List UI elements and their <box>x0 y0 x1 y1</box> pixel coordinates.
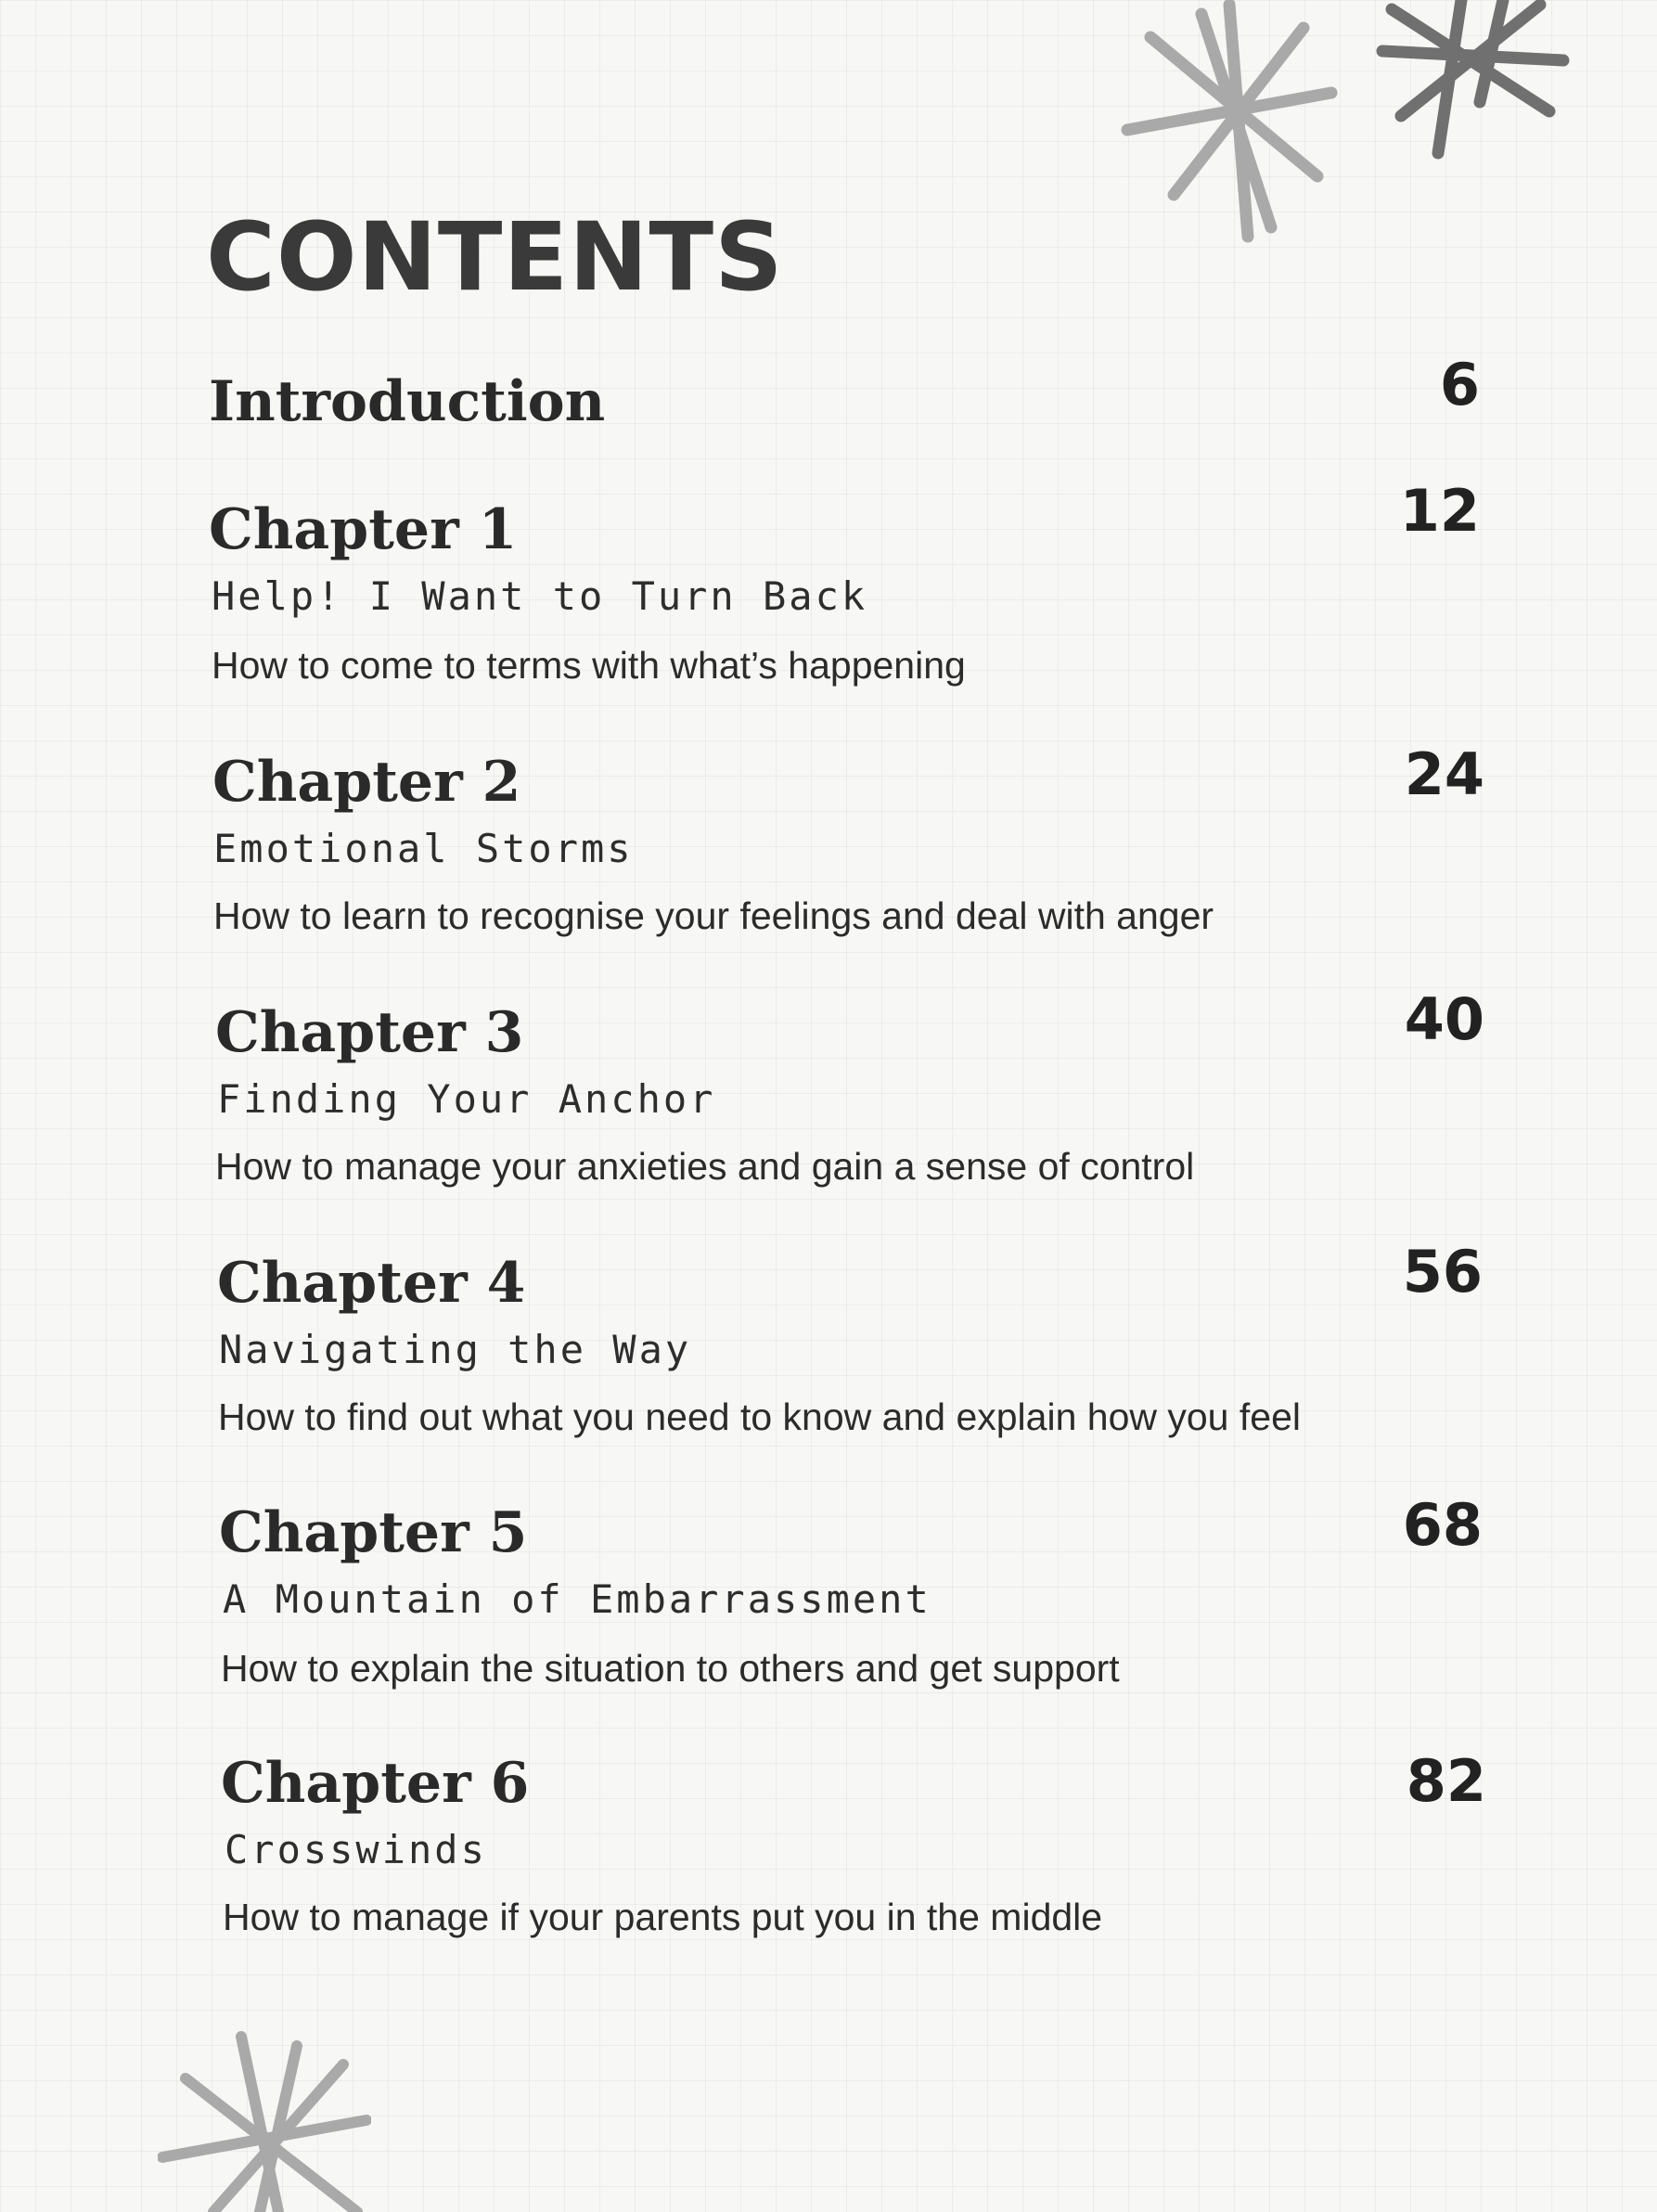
chapter-description: How to manage if your parents put you in the middle <box>223 1896 1103 1938</box>
chapter-subtitle: Finding Your Anchor <box>217 1076 716 1122</box>
star-top-middle-icon <box>1109 0 1350 251</box>
chapter-heading: Chapter 5 <box>219 1500 528 1565</box>
toc-entry-chapter-5 <box>0 1491 1657 1751</box>
chapter-heading: Chapter 2 <box>212 750 521 815</box>
chapter-heading: Chapter 6 <box>221 1751 530 1816</box>
chapter-subtitle: Emotional Storms <box>213 826 634 871</box>
chapter-description: How to learn to recognise your feelings and deal with anger <box>213 894 1214 937</box>
introduction-page-number: 6 <box>1439 351 1480 418</box>
chapter-heading: Chapter 3 <box>215 1000 524 1065</box>
chapter-description: How to manage your anxieties and gain a sense of control <box>215 1145 1195 1188</box>
star-bottom-left-icon <box>158 2027 371 2212</box>
chapter-description: How to come to terms with what’s happening <box>212 644 966 687</box>
chapter-page-number: 40 <box>1404 985 1484 1053</box>
chapter-page-number: 68 <box>1402 1491 1483 1559</box>
page-title: CONTENTS <box>206 202 784 313</box>
chapter-page-number: 24 <box>1404 740 1484 808</box>
chapter-subtitle: Navigating the Way <box>219 1327 692 1372</box>
chapter-page-number: 12 <box>1399 477 1480 545</box>
toc-entry-chapter-4 <box>0 1238 1657 1501</box>
chapter-subtitle: A Mountain of Embarrassment <box>223 1576 931 1622</box>
chapter-description: How to explain the situation to others and get support <box>221 1647 1120 1690</box>
toc-entry-chapter-2 <box>0 740 1657 1000</box>
toc-entry-chapter-3 <box>0 985 1657 1251</box>
introduction-heading: Introduction <box>209 369 606 434</box>
toc-entry-chapter-1 <box>0 477 1657 748</box>
chapter-description: How to find out what you need to know and explain how you feel <box>218 1395 1301 1438</box>
chapter-subtitle: Crosswinds <box>225 1827 487 1872</box>
chapter-subtitle: Help! I Want to Turn Back <box>212 573 868 619</box>
chapter-page-number: 56 <box>1402 1238 1483 1305</box>
chapter-page-number: 82 <box>1406 1747 1486 1815</box>
chapter-heading: Chapter 4 <box>217 1251 526 1316</box>
chapter-heading: Chapter 1 <box>209 497 518 562</box>
star-top-right-icon <box>1373 0 1577 167</box>
toc-entry-chapter-6 <box>0 1747 1657 2001</box>
